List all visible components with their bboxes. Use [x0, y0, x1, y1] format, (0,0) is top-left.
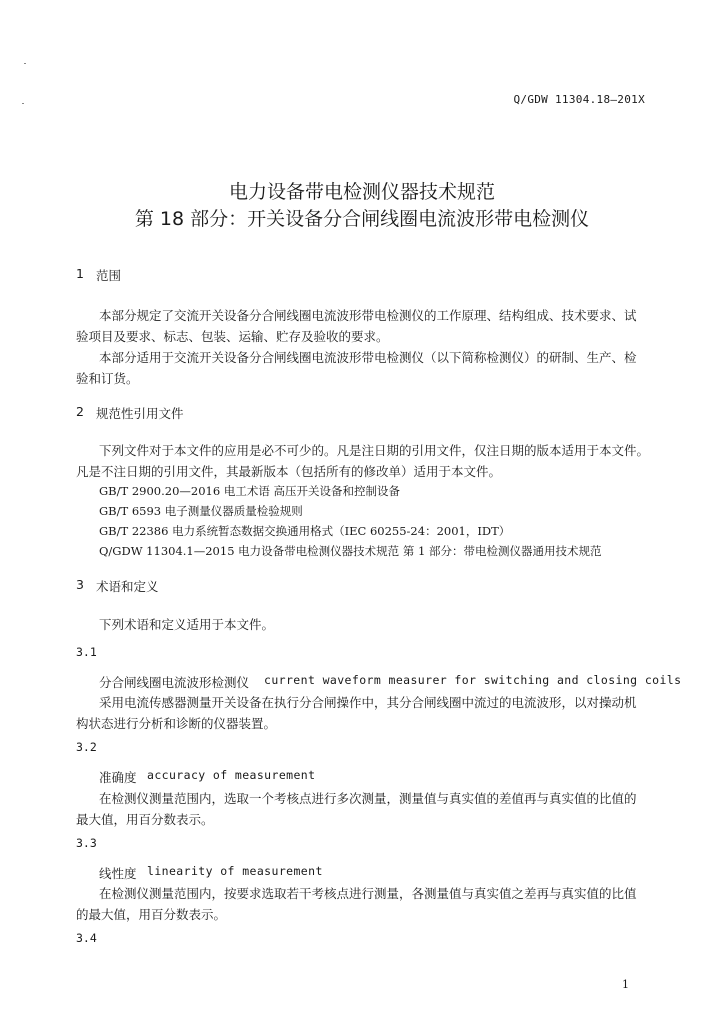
scan-speck [22, 103, 24, 104]
section-1-paragraph-1-line-2: 验项目及要求、标志、包装、运输、贮存及验收的要求。 [76, 329, 389, 344]
section-2-number: 2 [76, 404, 84, 419]
page-number: 1 [622, 978, 629, 991]
term-definition-line-1: 采用电流传感器测量开关设备在执行分合闸操作中，其分合闸线圈中流过的电流波形，以对操动机 [99, 695, 637, 710]
normative-reference: GB/T 2900.20—2016 电工术语 高压开关设备和控制设备 [99, 484, 400, 498]
clause-number: 3.1 [76, 645, 97, 659]
section-2-paragraph-line-2: 凡是不注日期的引用文件，其最新版本（包括所有的修改单）适用于本文件。 [76, 464, 502, 479]
section-1-heading: 范围 [96, 268, 122, 283]
term-chinese: 分合闸线圈电流波形检测仪 [99, 675, 250, 690]
section-2-heading: 规范性引用文件 [96, 406, 184, 421]
section-2-paragraph-line-1: 下列文件对于本文件的应用是必不可少的。凡是注日期的引用文件，仅注日期的版本适用于本文件。 [99, 443, 650, 458]
section-1-number: 1 [76, 266, 84, 281]
clause-number: 3.3 [76, 836, 97, 850]
term-english: linearity of measurement [147, 864, 323, 878]
term-definition-line-2: 的最大值，用百分数表示。 [76, 907, 227, 922]
normative-reference: GB/T 6593 电子测量仪器质量检验规则 [99, 504, 303, 518]
clause-number: 3.4 [76, 931, 97, 945]
section-1-paragraph-1-line-1: 本部分规定了交流开关设备分合闸线圈电流波形带电检测仪的工作原理、结构组成、技术要求、试 [99, 308, 637, 323]
section-1-paragraph-2-line-1: 本部分适用于交流开关设备分合闸线圈电流波形带电检测仪（以下简称检测仪）的研制、生产、检 [99, 350, 637, 365]
document-subtitle: 第 18 部分：开关设备分合闸线圈电流波形带电检测仪 [134, 208, 590, 230]
section-3-intro: 下列术语和定义适用于本文件。 [99, 617, 275, 632]
clause-number: 3.2 [76, 740, 97, 754]
document-code: Q/GDW 11304.18—201X [513, 93, 645, 106]
term-definition-line-1: 在检测仪测量范围内，选取一个考核点进行多次测量，测量值与真实值的差值再与真实值的比值的 [99, 791, 637, 806]
normative-reference: Q/GDW 11304.1—2015 电力设备带电检测仪器技术规范 第 1 部分：带电检测仪器通用技术规范 [99, 544, 602, 558]
term-english: accuracy of measurement [147, 768, 316, 782]
scan-speck [24, 63, 26, 64]
document-title: 电力设备带电检测仪器技术规范 [228, 181, 495, 203]
term-definition-line-2: 构状态进行分析和诊断的仪器装置。 [76, 716, 277, 731]
section-1-paragraph-2-line-2: 验和订货。 [76, 371, 139, 386]
term-definition-line-1: 在检测仪测量范围内，按要求选取若干考核点进行测量，各测量值与真实值之差再与真实值的比值 [99, 886, 637, 901]
section-3-heading: 术语和定义 [96, 579, 159, 594]
term-chinese: 线性度 [99, 866, 137, 881]
term-chinese: 准确度 [99, 770, 137, 785]
normative-reference: GB/T 22386 电力系统暂态数据交换通用格式（IEC 60255-24：2001，IDT） [99, 524, 511, 538]
term-english: current waveform measurer for switching and closing coils [264, 673, 682, 687]
term-definition-line-2: 最大值，用百分数表示。 [76, 812, 214, 827]
section-3-number: 3 [76, 577, 84, 592]
